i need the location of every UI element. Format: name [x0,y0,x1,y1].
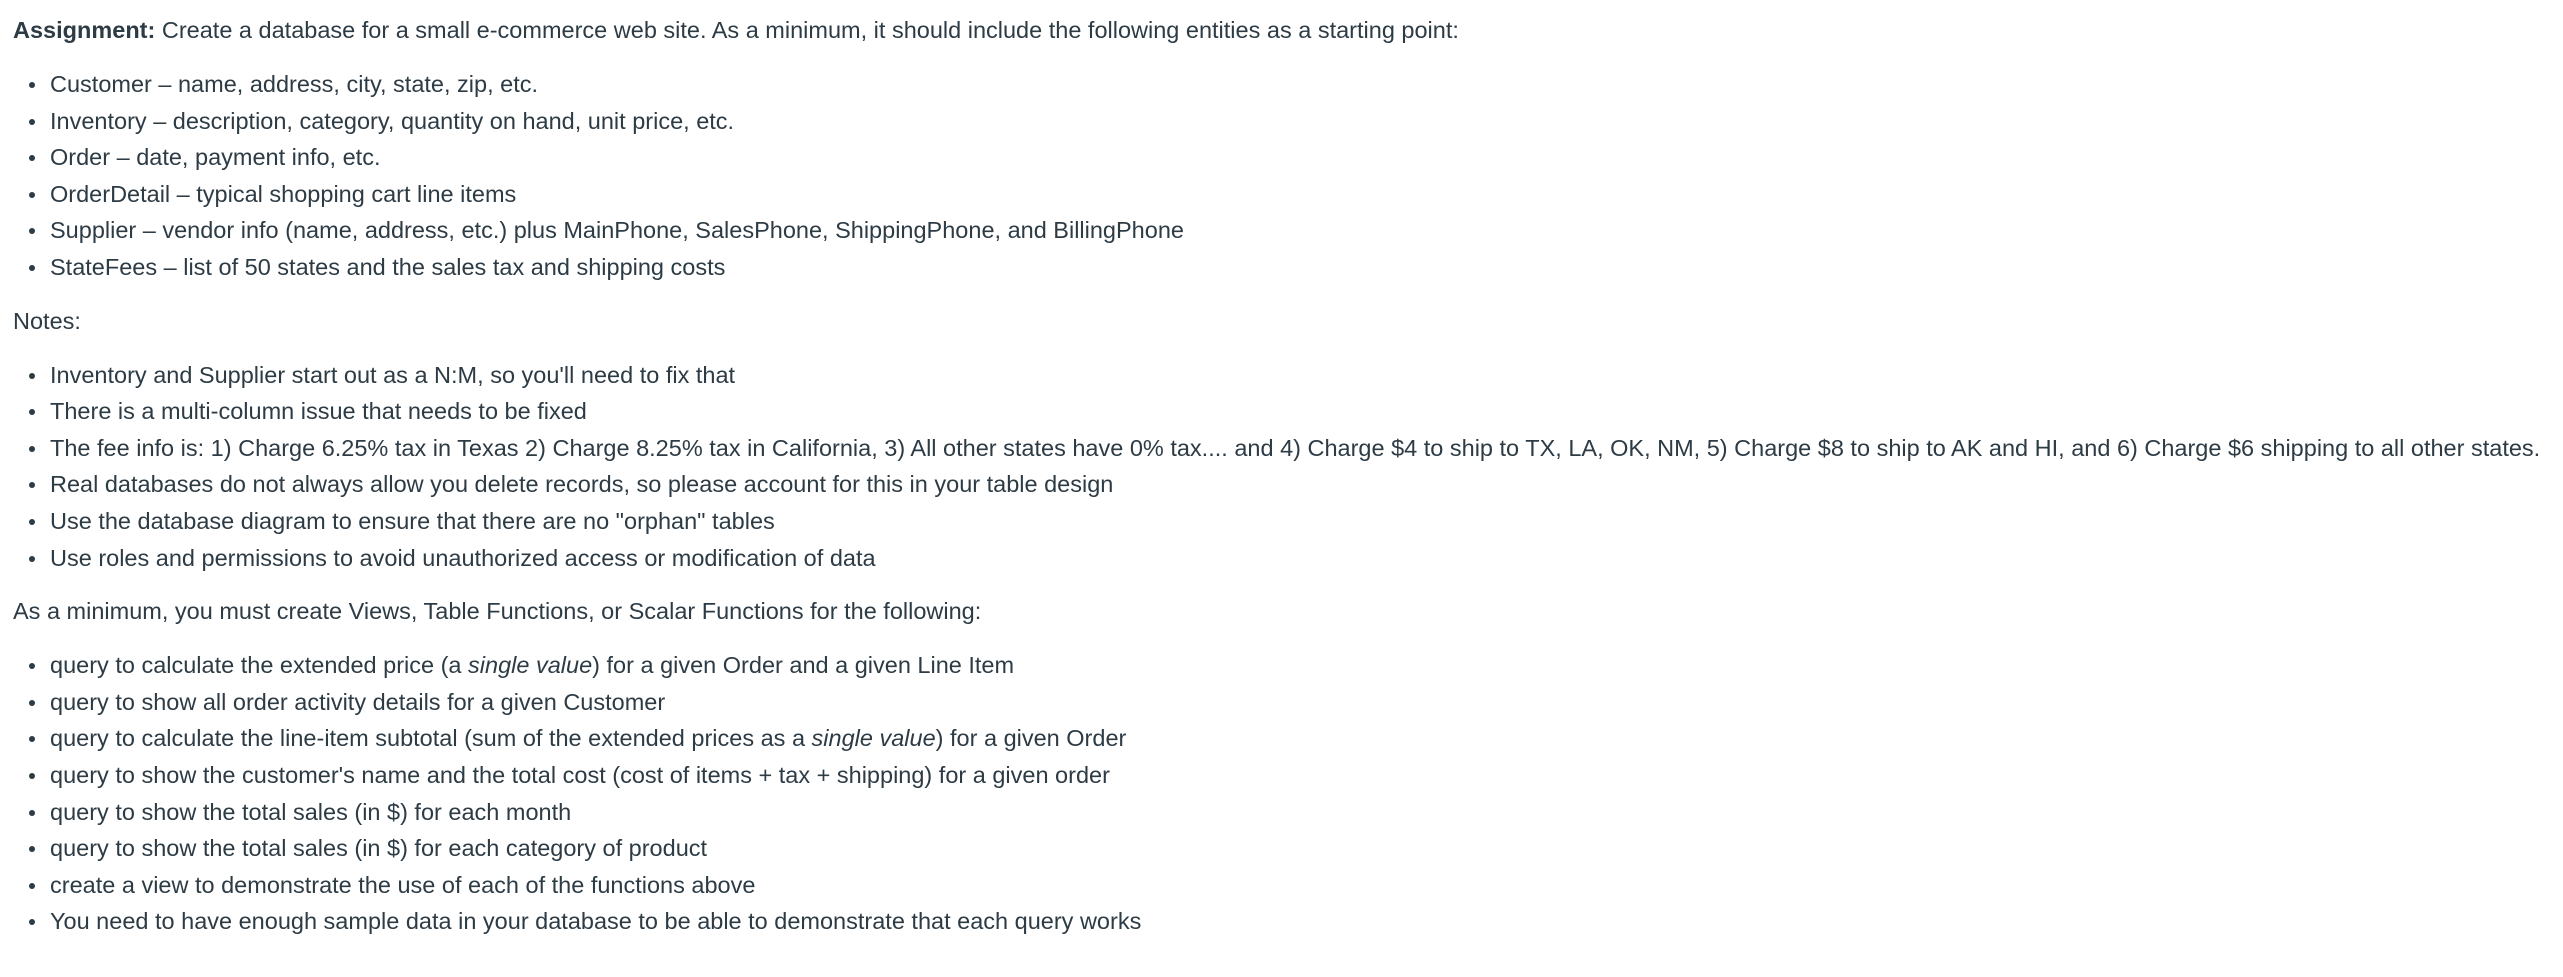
query-text: ) for a given Order [935,725,1127,752]
list-item: query to show the customer's name and the total cost (cost of items + tax + shipping) for a given order [50,757,2549,794]
query-text: query to calculate the line-item subtotal (sum of the extended prices as a [50,725,812,752]
list-item: Real databases do not always allow you delete records, so please account for this in your table design [50,466,2549,503]
list-item: Supplier – vendor info (name, address, etc.) plus MainPhone, SalesPhone, ShippingPhone, and BillingPhone [50,212,2549,249]
list-item: The fee info is: 1) Charge 6.25% tax in Texas 2) Charge 8.25% tax in California, 3) All other states have 0% tax.... and 4) Charge $4 to ship to TX, LA, OK, NM, 5) Charge $8 to ship to AK and HI, and 6) Charge $6 shipping to all other states. [50,430,2549,467]
list-item: Use the database diagram to ensure that there are no "orphan" tables [50,503,2549,540]
assignment-text: Create a database for a small e-commerce web site. As a minimum, it should include the following entities as a starting point: [155,17,1459,43]
list-item: OrderDetail – typical shopping cart line items [50,176,2549,213]
query-text: query to calculate the extended price (a [50,652,469,679]
query-text: ) for a given Order and a given Line Item [592,652,1015,679]
entity-list [13,66,2549,286]
minimum-heading: As a minimum, you must create Views, Table Functions, or Scalar Functions for the following: [13,598,982,625]
query-emphasis: single value [468,652,593,679]
notes-list [13,357,2549,577]
list-item: Customer – name, address, city, state, zip, etc. [50,66,2549,103]
list-item: query to show all order activity details for a given Customer [50,684,2549,721]
notes-heading: Notes: [13,307,81,334]
list-item: You need to have enough sample data in your database to be able to demonstrate that each query works [50,903,2549,940]
assignment-intro [13,12,2549,48]
list-item: query to show the total sales (in $) for each month [50,794,2549,831]
list-item: Inventory – description, category, quantity on hand, unit price, etc. [50,103,2549,140]
list-item: query to show the total sales (in $) for each category of product [50,830,2549,867]
list-item: Order – date, payment info, etc. [50,139,2549,176]
list-item: Inventory and Supplier start out as a N:M, so you'll need to fix that [50,357,2549,394]
list-item: There is a multi-column issue that needs to be fixed [50,393,2549,430]
list-item [50,647,2549,684]
list-item: create a view to demonstrate the use of each of the functions above [50,867,2549,904]
list-item [50,720,2549,757]
query-emphasis: single value [811,725,936,752]
list-item: StateFees – list of 50 states and the sales tax and shipping costs [50,249,2549,286]
assignment-label: Assignment: [13,17,156,43]
list-item: Use roles and permissions to avoid unauthorized access or modification of data [50,540,2549,577]
query-list [13,647,2549,940]
